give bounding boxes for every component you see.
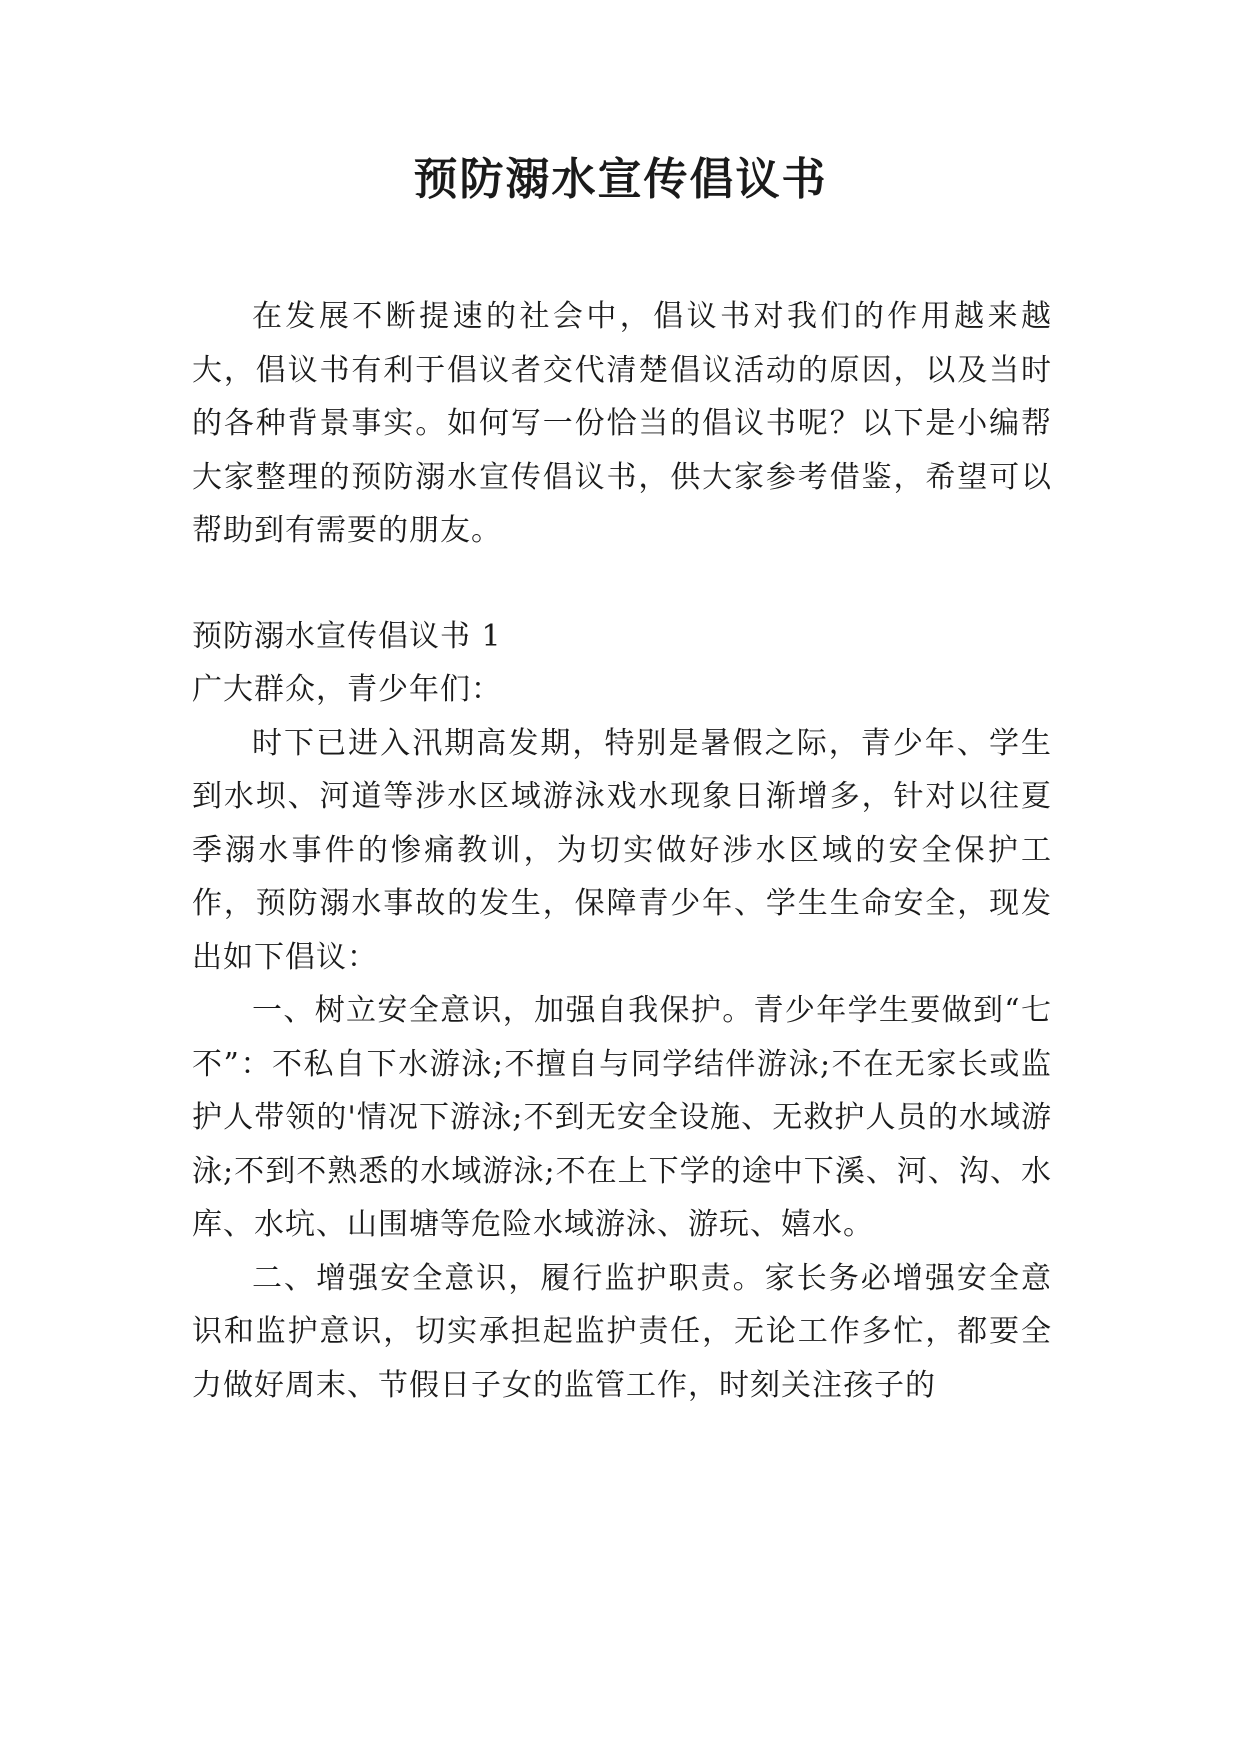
document-body	[192, 290, 1052, 1412]
body-paragraph-2: 一、树立安全意识，加强自我保护。青少年学生要做到“七不”：不私自下水游泳;不擅自与同学结伴游泳;不在无家长或监护人带领的'情况下游泳;不到无安全设施、无救护人员的水域游泳;不到不熟悉的水域游泳;不在上下学的途中下溪、河、沟、水库、水坑、山围塘等危险水域游泳、游玩、嬉水。	[192, 993, 1052, 1242]
intro-paragraph: 在发展不断提速的社会中，倡议书对我们的作用越来越大，倡议书有利于倡议者交代清楚倡议活动的原因，以及当时的各种背景事实。如何写一份恰当的倡议书呢？以下是小编帮大家整理的预防溺水宣传倡议书，供大家参考借鉴，希望可以帮助到有需要的朋友。	[192, 299, 1052, 548]
salutation: 广大群众，青少年们：	[192, 672, 502, 707]
paragraph-spacer	[192, 558, 1052, 610]
body-paragraph-3: 二、增强安全意识，履行监护职责。家长务必增强安全意识和监护意识，切实承担起监护责任，无论工作多忙，都要全力做好周末、节假日子女的监管工作，时刻关注孩子的	[192, 1260, 1052, 1403]
section-heading: 预防溺水宣传倡议书 1	[192, 618, 502, 654]
document-title: 预防溺水宣传倡议书	[413, 154, 828, 205]
body-paragraph-1: 时下已进入汛期高发期，特别是暑假之际，青少年、学生到水坝、河道等涉水区域游泳戏水现象日渐增多，针对以往夏季溺水事件的惨痛教训，为切实做好涉水区域的安全保护工作，预防溺水事故的发生，保障青少年、学生生命安全，现发出如下倡议：	[192, 725, 1052, 975]
